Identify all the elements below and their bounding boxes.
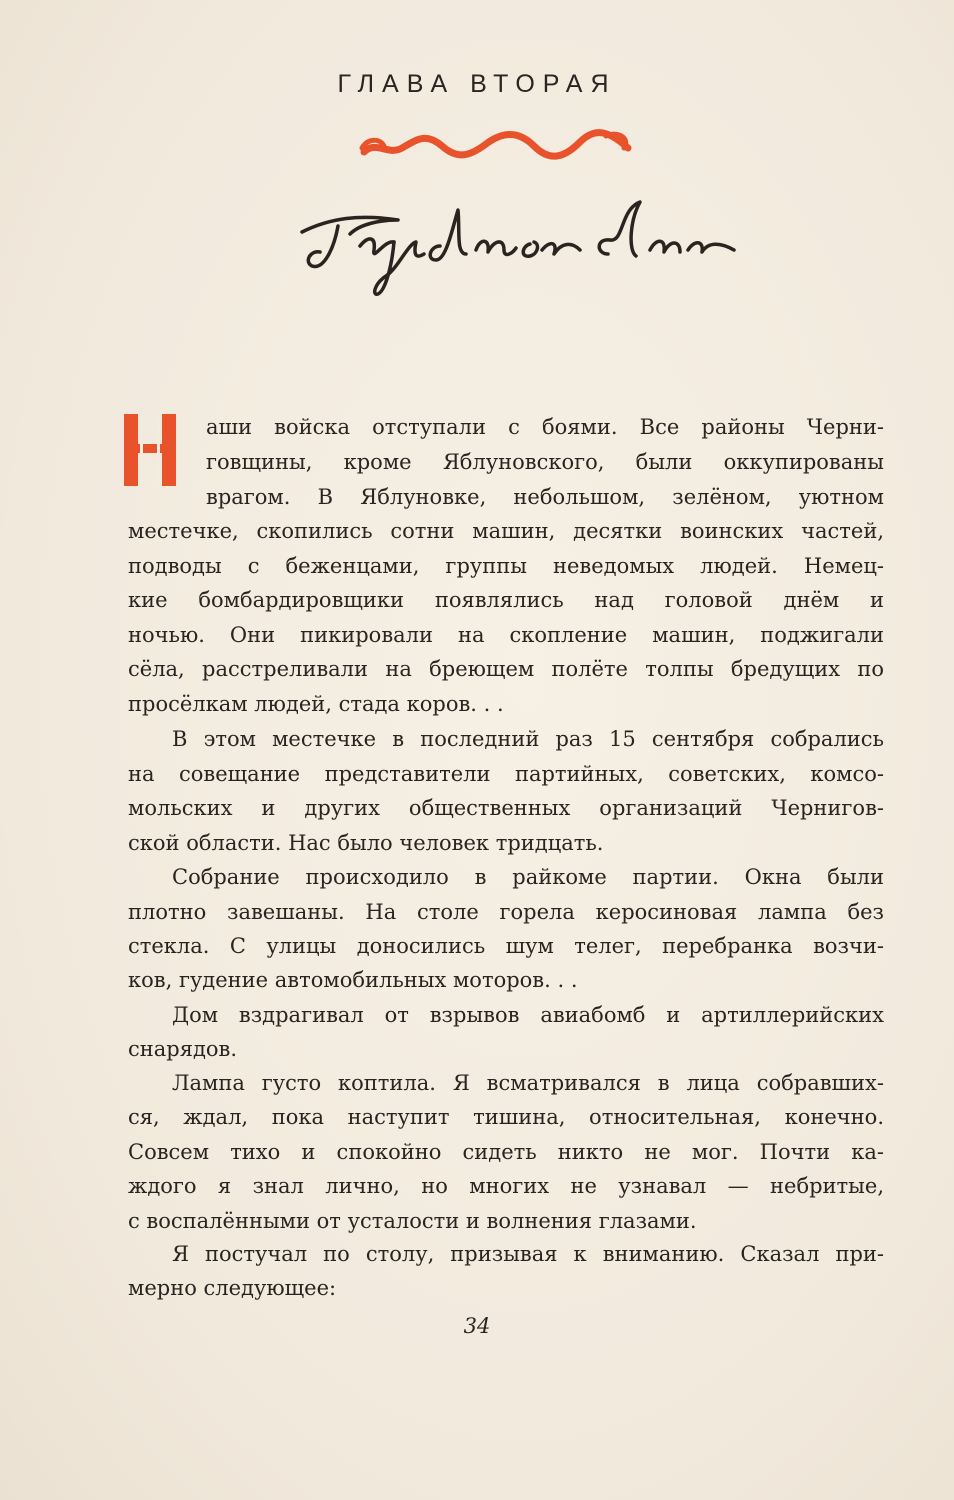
text-line: ночью. Они пикировали на скопление машин, поджигали: [128, 623, 884, 647]
text-line: Совсем тихо и спокойно сидеть никто не мог. Почти ка-: [128, 1140, 884, 1164]
text-line: кие бомбардировщики появлялись над головой днём и: [128, 588, 884, 612]
text-line: ской области. Нас было человек тридцать.: [128, 831, 604, 855]
chapter-title-script: [290, 190, 740, 300]
text-line: аши войска отступали с боями. Все районы Черни-: [206, 415, 884, 439]
text-line: мольских и других общественных организаций Чернигов-: [128, 796, 884, 820]
text-line: местечке, скопились сотни машин, десятки воинских частей,: [128, 519, 884, 543]
text-line: В этом местечке в последний раз 15 сентября собрались: [172, 727, 884, 751]
text-line: стекла. С улицы доносились шум телег, перебранка возчи-: [128, 934, 884, 958]
orange-flourish-ornament: [358, 126, 634, 166]
drop-cap-letter: Н: [152, 458, 153, 459]
text-line: Дом вздрагивал от взрывов авиабомб и артиллерийских: [172, 1003, 884, 1027]
text-line: Я постучал по столу, призывая к вниманию. Сказал при-: [172, 1242, 884, 1266]
text-line: ков, гудение автомобильных моторов. . .: [128, 968, 578, 992]
text-line: просёлкам людей, стада коров. . .: [128, 692, 504, 716]
text-line: плотно завешаны. На столе горела керосиновая лампа без: [128, 900, 884, 924]
text-line: мерно следующее:: [128, 1276, 337, 1300]
text-line: Собрание происходило в райкоме партии. Окна были: [172, 865, 884, 889]
text-line: врагом. В Яблуновке, небольшом, зелёном, уютном: [206, 485, 884, 509]
text-line: подводы с беженцами, группы неведомых людей. Немец-: [128, 554, 884, 578]
text-line: ся, ждал, пока наступит тишина, относительная, конечно.: [128, 1105, 884, 1129]
chapter-heading: ГЛАВА ВТОРАЯ: [337, 70, 617, 98]
text-line: на совещание представители партийных, советских, комсо-: [128, 762, 884, 786]
text-line: снарядов.: [128, 1037, 238, 1061]
drop-cap: [122, 412, 182, 488]
text-line: Лампа густо коптила. Я всматривался в лица собравших-: [172, 1071, 884, 1095]
text-line: говщины, кроме Яблуновского, были оккупированы: [206, 450, 884, 474]
text-line: ждого я знал лично, но многих не узнавал — небритые,: [128, 1174, 884, 1198]
text-line: сёла, расстреливали на бреющем полёте толпы бредущих по: [128, 657, 884, 681]
text-line: с воспалёнными от усталости и волнения глазами.: [128, 1209, 697, 1233]
page-number: 34: [463, 1314, 491, 1338]
